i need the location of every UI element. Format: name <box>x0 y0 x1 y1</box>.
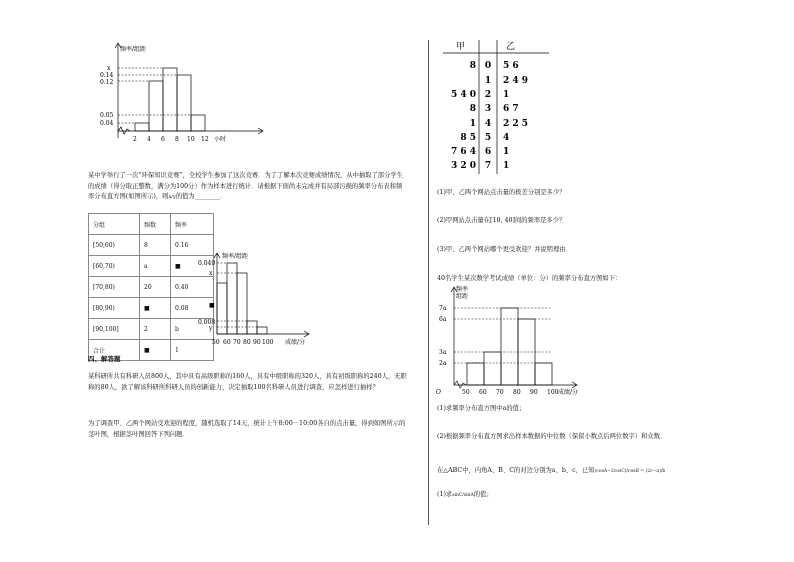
stem-leaf-right: 1 <box>503 161 510 171</box>
xtick: 70 <box>233 339 241 346</box>
stem-leaf-header-right: 乙 <box>506 42 516 52</box>
stem-leaf-stem: 1 <box>484 76 492 86</box>
question-6 <box>437 466 665 477</box>
stem-leaf-right: 4 <box>503 133 510 143</box>
hist-mid-ylabel: 频率/组距 <box>222 253 249 260</box>
origin-label: O <box>436 389 441 396</box>
table-cell: 合计 <box>89 340 140 361</box>
xtick: 90 <box>530 389 538 396</box>
question-5: (2)根据频率分布直方图求出样本数据的中位数（保留小数点后两位数字）和众数． <box>437 433 667 440</box>
table-cell: ■ <box>140 340 171 361</box>
table-cell: ■ <box>140 298 171 319</box>
table-cell: 0.08 <box>171 298 214 319</box>
hist-right-ylabel-2: 组距 <box>456 293 469 300</box>
formula-fraction: (cosA−2cosC)/cosB = (2c−a)/b <box>594 469 666 474</box>
stem-leaf-stem: 4 <box>484 119 492 129</box>
table-cell: 8 <box>140 235 171 256</box>
table-header: 频率 <box>171 214 214 235</box>
hist-right-xlabel: 成绩/分 <box>558 389 579 396</box>
question-paragraph-2: 某科研所共有科研人员800人，其中具有高级职称的160人，具有中级职称的320人，具有初级职称的240人，无职称的80人，欲了解该科研所科研人员的创新能力，决定抽取100名科研人员进行调查，应怎样进行抽样？ <box>88 373 407 391</box>
xtick: 4 <box>147 136 151 143</box>
stem-leaf-plot <box>434 36 554 176</box>
table-header-row <box>89 214 214 235</box>
xtick: 100 <box>262 339 274 346</box>
xtick: 60 <box>223 339 231 346</box>
stem-leaf-stem: 0 <box>484 61 492 71</box>
table-row <box>89 256 214 277</box>
stem-leaf-stem: 6 <box>484 147 492 157</box>
table-cell: 2 <box>140 319 171 340</box>
xtick: 100 <box>547 389 559 396</box>
hist-right <box>436 284 586 400</box>
section-heading: 四、解答题 <box>88 355 121 363</box>
hist-mid <box>196 250 326 350</box>
ytick: 0.040 <box>198 260 216 267</box>
xtick: 2 <box>133 136 137 143</box>
ytick: 0.008 <box>198 319 216 326</box>
stem-leaf-left: 8 <box>469 61 476 71</box>
table-cell: 0.40 <box>171 277 214 298</box>
ytick: x <box>209 270 213 277</box>
stem-leaf-stem: 5 <box>484 133 492 143</box>
stem-leaf-right: 1 <box>503 90 510 100</box>
table-cell: a <box>140 256 171 277</box>
stem-leaf-stem: 2 <box>484 90 492 100</box>
stem-leaf-right: 2 2 5 <box>503 119 529 129</box>
question-6-text: 在△ABC中，内角A、B、C的对边分别为a、b、c，已知 <box>437 467 595 474</box>
stem-leaf-left: 7 6 4 <box>450 147 476 157</box>
table-cell: [90,100] <box>89 319 140 340</box>
question-3: (3)甲、乙两个网站哪个更受欢迎？并说明理由． <box>437 246 572 253</box>
stem-leaf-left: 5 4 0 <box>450 90 476 100</box>
table-header: 分组 <box>89 214 140 235</box>
hist-mid-xlabel: 成绩/分 <box>285 339 306 346</box>
table-row <box>89 298 214 319</box>
hist-top <box>90 40 290 148</box>
table-header: 频数 <box>140 214 171 235</box>
ytick: y <box>209 325 213 332</box>
paragraph-text: 某中学举行了一次“环保知识竞赛”，全校学生参加了这次竞赛．为了了解本次竞赛成绩情况，从中抽取了部分学生的成绩（得分取正整数，满分为100分）作为样本进行统计．请根据下面尚未完成并有局部污损的频率分布表和频率分布直方图(如图所示)，则 <box>88 172 403 200</box>
paragraph-tail: 的值为________． <box>175 193 227 200</box>
question-1: (1)甲、乙两个网站点击量的极差分别是多少？ <box>437 189 566 196</box>
question-2: (2)甲网站点击量在[10, 40]间的频率是多少？ <box>437 217 566 224</box>
stem-leaf-right: 2 4 9 <box>503 76 529 86</box>
table-row <box>89 319 214 340</box>
stem-leaf-right: 6 7 <box>503 104 519 114</box>
question-4: (1)求频率分布直方图中a的值； <box>437 405 526 412</box>
ytick: 0.05 <box>100 112 114 119</box>
stem-leaf-left: 8 5 <box>460 133 476 143</box>
ytick: 2a <box>439 360 447 367</box>
stem-leaf-left: 3 2 0 <box>450 161 476 171</box>
ytick: x <box>107 65 111 72</box>
table-cell: 0.16 <box>171 235 214 256</box>
table-cell: [60,70) <box>89 256 140 277</box>
histogram-bar <box>467 363 484 385</box>
question-paragraph-1 <box>88 171 408 203</box>
xtick: 70 <box>496 389 504 396</box>
table-cell: ■ <box>171 256 214 277</box>
question-6-sub-text: (1)求 <box>437 491 453 498</box>
ytick: 0.04 <box>100 120 114 127</box>
ytick: ■ <box>209 302 215 309</box>
ytick: 6a <box>439 316 447 323</box>
stem-leaf-stem: 7 <box>484 161 492 171</box>
table-row <box>89 235 214 256</box>
ytick: 0.14 <box>100 72 114 79</box>
formula-fraction: x/y <box>168 194 176 200</box>
hist-right-ylabel: 频率 <box>456 286 469 293</box>
table-cell: b <box>171 319 214 340</box>
stem-leaf-right: 5 6 <box>503 61 519 71</box>
stem-leaf-stem: 3 <box>484 104 492 114</box>
table-cell: 20 <box>140 277 171 298</box>
xtick: 12 <box>201 136 209 143</box>
ytick: 3a <box>439 349 447 356</box>
column-divider <box>428 40 429 525</box>
table-cell: [50,60) <box>89 235 140 256</box>
ytick: 7a <box>439 305 447 312</box>
ytick: 0.12 <box>100 79 114 86</box>
table-cell: [70,80) <box>89 277 140 298</box>
stem-leaf-right: 1 <box>503 147 510 157</box>
table-row <box>89 277 214 298</box>
table-cell: [80,90) <box>89 298 140 319</box>
histogram-intro: 40名学生某次数学考试成绩（单位：分）的频率分布直方图如下： <box>437 275 622 282</box>
stem-leaf-header-left: 甲 <box>456 42 466 52</box>
xtick: 80 <box>513 389 521 396</box>
question-6-sub-tail: 的值； <box>473 491 493 498</box>
xtick: 60 <box>479 389 487 396</box>
histogram-bar <box>535 363 552 385</box>
question-paragraph-3: 为了调查甲、乙两个网站受欢迎的程度，随机选取了14天，统计上午8:00－10:00各自的点击量，得到如图所示的茎叶图，根据茎叶图回答下列问题． <box>88 420 406 438</box>
hist-top-ylabel: 频率/组距 <box>120 46 147 53</box>
histogram-bar <box>501 308 518 385</box>
question-6-sub <box>437 490 493 501</box>
stem-leaf-left: 8 <box>469 104 476 114</box>
xtick: 90 <box>253 339 261 346</box>
xtick: 50 <box>462 389 470 396</box>
formula-fraction: sinC/sinA <box>452 493 474 498</box>
xtick: 50 <box>212 339 220 346</box>
histogram-bar <box>484 352 501 385</box>
table-cell: 1 <box>171 340 214 361</box>
hist-top-xlabel: 小时 <box>214 136 227 143</box>
axis-break <box>454 381 466 388</box>
xtick: 6 <box>161 136 165 143</box>
xtick: 8 <box>175 136 179 143</box>
xtick: 80 <box>243 339 251 346</box>
xtick: 10 <box>187 136 195 143</box>
stem-leaf-left: 1 <box>469 119 476 129</box>
